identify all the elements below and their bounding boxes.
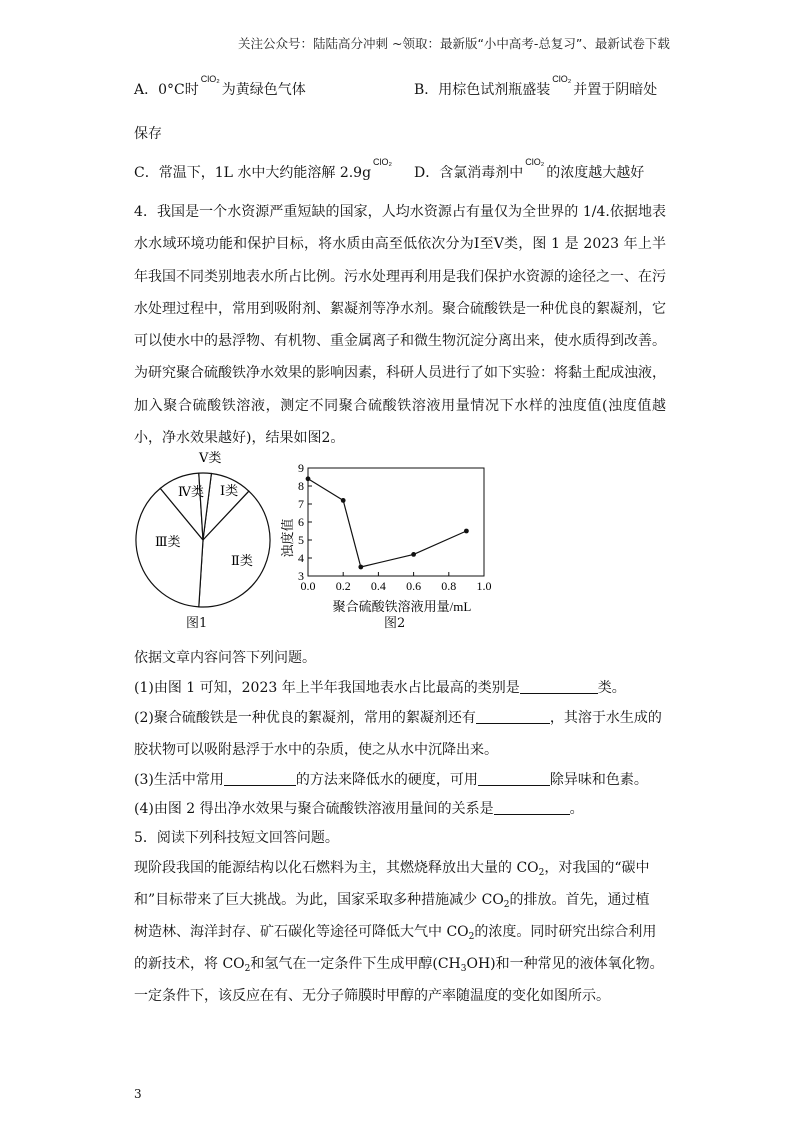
subscript: 2 [538, 868, 545, 878]
pie-slice-label: Ⅱ类 [231, 553, 253, 568]
data-point [411, 552, 416, 557]
q5-text: 现阶段我国的能源结构以化石燃料为主，其燃烧释放出大量的 CO [134, 860, 539, 876]
y-tick-label: 6 [298, 515, 304, 529]
y-tick-label: 9 [298, 461, 304, 475]
q4-1-text: (1)由图 1 可知，2023 年上半年我国地表水占比最高的类别是 [134, 680, 520, 696]
option-c-text: C．常温下，1L 水中大约能溶解 2.9g [134, 165, 372, 181]
option-b [414, 74, 658, 99]
figure-2-caption: 图2 [384, 616, 406, 631]
option-d [414, 157, 645, 182]
clo2-formula: ClO₂ [200, 74, 220, 84]
question-4-2-continued: 胶状物可以吸附悬浮于水中的杂质，使之从水中沉降出来。 [134, 742, 498, 758]
question-5-line-2 [134, 890, 650, 915]
page-header: 关注公众号：陆陆高分冲刺 ~领取：最新版“小中高考-总复习”、最新试卷下载 [238, 36, 670, 51]
q5-text: OH)和一种常见的液体氧化物。 [466, 956, 664, 972]
subscript: 2 [468, 932, 475, 942]
figure-2-line-chart [276, 452, 501, 622]
q5-text: 的排放。首先，通过植 [509, 892, 650, 908]
option-b-text-end: 并置于阴暗处 [573, 82, 658, 98]
question-5-line-5: 一定条件下，该反应在有、无分子筛膜时甲醇的产率随温度的变化如图所示。 [134, 988, 610, 1004]
chart-ticks [298, 461, 492, 593]
question-5-line-3 [134, 922, 656, 947]
q5-text: 的浓度。同时研究出综合利用 [474, 924, 657, 940]
q4-2-text: (2)聚合硫酸铁是一种优良的絮凝剂，常用的絮凝剂还有 [134, 710, 476, 726]
x-tick-label: 0.2 [335, 579, 351, 593]
clo2-formula: ClO₂ [552, 74, 572, 84]
x-axis-label: 聚合硫酸铁溶液用量/mL [332, 599, 472, 614]
y-tick-label: 5 [298, 533, 304, 547]
page-number: 3 [134, 1087, 142, 1101]
pie-slice-label: Ⅰ类 [220, 483, 239, 498]
data-point [306, 476, 311, 481]
question-5-title: 5．阅读下列科技短文回答问题。 [134, 830, 339, 846]
option-d-text: D．含氯消毒剂中 [414, 165, 524, 181]
question-5-line-4 [134, 954, 664, 979]
q4-3-text-mid: 的方法来降低水的硬度，可用 [295, 772, 478, 788]
q5-text: 和”目标带来了巨大挑战。为此，国家采取多种措施减少 CO [134, 892, 504, 908]
series-line [308, 479, 466, 567]
q5-text: 的新技术，将 CO [134, 956, 245, 972]
answer-blank[interactable] [476, 709, 550, 724]
option-b-continued: 保存 [134, 126, 162, 142]
data-point [358, 565, 363, 570]
option-a [134, 74, 306, 99]
option-c [134, 157, 394, 182]
option-b-text: B．用棕色试剂瓶盛装 [414, 82, 551, 98]
question-4-1 [134, 678, 626, 698]
answer-blank[interactable] [224, 771, 296, 786]
question-5-line-1 [134, 858, 650, 883]
q5-text: 树造林、海洋封存、矿石碳化等途径可降低大气中 CO [134, 924, 469, 940]
subscript: 2 [244, 964, 251, 974]
q4-3-text: (3)生活中常用 [134, 772, 224, 788]
figure-1-pie [130, 446, 280, 636]
q5-text: 和氢气在一定条件下生成甲醇(CH [250, 956, 461, 972]
option-a-text-end: 为黄绿色气体 [221, 82, 306, 98]
plot-frame [308, 468, 484, 576]
pie-slice-label: Ⅲ类 [155, 534, 181, 549]
y-axis-label: 浊度值 [280, 518, 295, 558]
option-a-text: A．0°C时 [134, 82, 199, 98]
pie-slice-label: Ⅴ类 [199, 450, 222, 465]
q4-2-text-end: ，其溶于水生成的 [549, 710, 662, 726]
subscript: 3 [460, 964, 467, 974]
question-4-intro: 依据文章内容问答下列问题。 [134, 650, 316, 666]
answer-blank[interactable] [478, 771, 550, 786]
chart-series [306, 476, 469, 569]
data-point [464, 529, 469, 534]
q5-text: ，对我国的“碳中 [544, 860, 650, 876]
clo2-formula: ClO₂ [525, 157, 545, 167]
x-tick-label: 1.0 [476, 579, 492, 593]
y-tick-label: 7 [298, 497, 304, 511]
y-tick-label: 8 [298, 479, 304, 493]
y-tick-label: 4 [298, 551, 304, 565]
subscript: 2 [503, 900, 510, 910]
question-4-2 [134, 708, 662, 728]
q4-1-text-end: 类。 [597, 680, 626, 696]
x-tick-label: 0.0 [300, 579, 316, 593]
x-tick-label: 0.6 [406, 579, 422, 593]
y-tick-label: 3 [298, 569, 304, 583]
figure-1-caption: 图1 [186, 616, 208, 631]
data-point [341, 498, 346, 503]
chart-axes [308, 468, 484, 576]
option-d-text-end: 的浓度越大越好 [546, 165, 645, 181]
question-4-4 [134, 799, 584, 819]
q4-3-text-end: 除异味和色素。 [549, 772, 648, 788]
question-4-3 [134, 770, 648, 790]
q4-4-text: (4)由图 2 得出净水效果与聚合硫酸铁溶液用量间的关系是 [134, 801, 494, 817]
question-4-passage: 4．我国是一个水资源严重短缺的国家，人均水资源占有量仅为全世界的 1/4.依据地表水水域环境功能和保护目标，将水质由高至低依次分为Ⅰ至Ⅴ类，图 1 是 2023 年上半年我国不同类别地表水所占比例。污水处理再利用是我们保护水资源的途径之一、在污水处理过程中，常用到吸附剂、絮凝剂等净水剂。聚合硫酸铁是一种优良的絮凝剂，它可以使水中的悬浮物、有机物、重金属离子和微生物沉淀分离出来，使水质得到改善。为研究聚合硫酸铁净水效果的影响因素，科研人员进行了如下实验：将黏土配成浊液，加入聚合硫酸铁溶液，测定不同聚合硫酸铁溶液用量情况下水样的浊度值(浊度值越小，净水效果越好)，结果如图2。 [134, 204, 666, 447]
x-tick-label: 0.4 [370, 579, 386, 593]
pie-slice-label: Ⅳ类 [178, 484, 204, 499]
x-tick-label: 0.8 [441, 579, 457, 593]
q4-4-text-end: 。 [569, 801, 584, 817]
answer-blank[interactable] [494, 800, 570, 815]
answer-blank[interactable] [520, 679, 598, 694]
clo2-formula: ClO₂ [373, 157, 393, 167]
